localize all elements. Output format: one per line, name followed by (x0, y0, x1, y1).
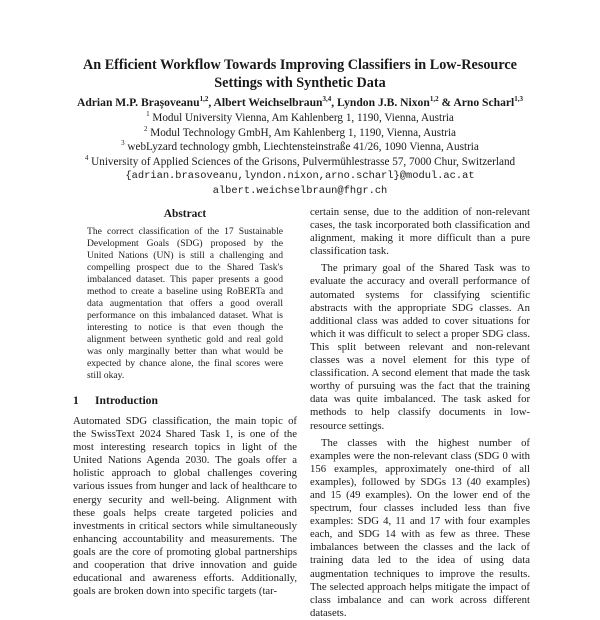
paper-title: An Efficient Workflow Towards Improving Classifiers in Low-Resource Settings with Synthetic Data (83, 57, 517, 91)
email-line: {adrian.brasoveanu,lyndon.nixon,arno.scharl}@modul.ac.at (125, 170, 475, 183)
email-line: albert.weichselbraun@fhgr.ch (212, 184, 388, 197)
affiliation-line: $^2$ Modul Technology GmbH, Am Kahlenberg 1, 1190, Vienna, Austria (143, 124, 457, 139)
author: Lyndon J.B. Nixon$^{1,2}$ & (337, 95, 454, 109)
affiliation-line: $^1$ Modul University Vienna, Am Kahlenberg 1, 1190, Vienna, Austria (146, 110, 454, 124)
abstract-heading: Abstract (163, 208, 207, 220)
left-column (73, 206, 297, 598)
affiliation-line: $^4$ University of Applied Sciences of the Grisons, Pulvermühlestrasse 57, 7000 Chur, Switzerland (84, 153, 516, 168)
body-paragraph: The primary goal of the Shared Task was to evaluate the accuracy and overall performance of automated systems for classifying scientific abstracts with the appropriate SDG classes. An additional class was added to cover situations for which it was difficult to select a proper SDG class. This split between relevant and non-relevant classes was a novel element for this type of classification. A second element that made the task worthy of pursuing was the fact that the training data was quite imbalanced. The task asked for methods to help classify documents in low-resource settings. (310, 262, 530, 432)
abstract-text: The correct classification of the 17 Sustainable Development Goals (SDG) proposed by the United Nations (UN) is still a challenging and compelling prospect due to the Shared Task's imbalanced dataset. This paper presents a good method to create a baseline using RoBERTa and data augmentation that offers a good overall performance on this imbalanced dataset. What is interesting to notice is that even though the alignment between synthetic gold and real gold was only marginally better than what would be expected by chance alone, the final scores were still okay. (87, 226, 283, 381)
body-paragraph: The classes with the highest number of examples were the non-relevant class (SDG 0 with 156 examples, approximately one-third of all examples), followed by SDGs 13 (40 examples) and 15 (49 examples). On the lower end of the spectrum, four classes included less than five examples: SDG 4, 11 and 17 with four examples each, and SDG 14 with as few as three. These imbalances between the classes and the lack of training data led to the idea of using data augmentation techniques to improve the results. The selected approach helps mitigate the impact of class imbalance and can work across different datasets. (310, 436, 530, 619)
intro-paragraph: Automated SDG classification, the main topic of the SwissText 2024 Shared Task 1, is one of the most interesting research topics in light of the United Nations Agenda 2030. The goals offer a holistic approach to global challenges covering various issues from hunger and lack of healthcare to energy security and well-being. Alignment with these goals helps create targeted policies and investments in critical sectors while simultaneously enhancing accountability and measurements. The goals are the core of promoting global partnerships and cooperation that drive innovation and guide educational and awareness efforts. Additionally, goals are broken down into specific targets (tar- (73, 415, 297, 598)
author: Albert Weichselbraun$^{3,4}$, (213, 95, 338, 109)
right-column (310, 206, 530, 620)
body-paragraph: certain sense, due to the addition of non-relevant cases, the task incorporated both classification and alignment, making it more difficult than a pure classification task. (310, 206, 530, 258)
author: Arno Scharl$^{1,3}$ (453, 95, 524, 109)
affiliations (20, 111, 580, 199)
author-list (30, 96, 570, 109)
affiliation-line: $^3$ webLyzard technology gmbh, Liechtensteinstraße 41/26, 1090 Vienna, Austria (121, 139, 479, 154)
author: Adrian M.P. Brașoveanu$^{1,2}$, (76, 95, 214, 109)
section-heading: 1 Introduction (73, 394, 158, 407)
